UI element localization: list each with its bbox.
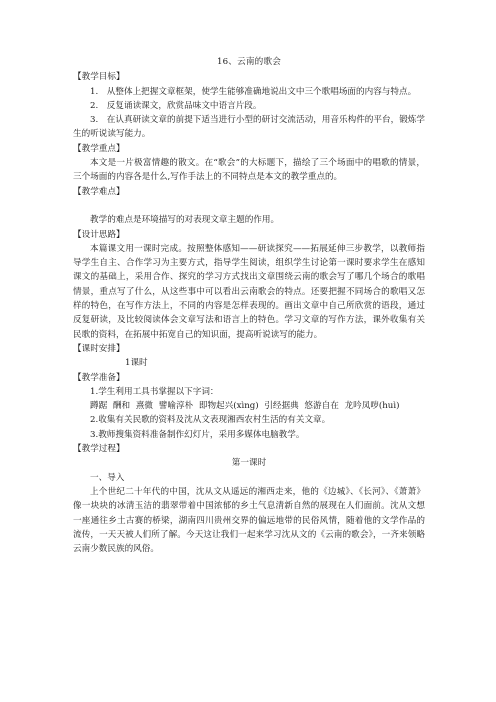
- prep-item-3: 3.教师搜集资料准备制作幻灯片，采用多媒体电脑教学。: [90, 429, 305, 440]
- prep-item-2: 2.收集有关民歌的资料及沈从文表现湘西农村生活的有关文章。: [90, 415, 331, 426]
- focus-text: 本文是一片极富情趣的散文。在“歌会”的大标题下，描绘了三个场面中的唱歌的情景，三个场面的内容各是什么,写作手法上的不同特点是本文的教学重点的。: [73, 158, 425, 183]
- prep-heading: 【教学准备】: [73, 372, 125, 383]
- difficulty-heading: 【教学难点】: [73, 186, 125, 197]
- blank-line: [73, 199, 425, 213]
- prep-word-list: 蹲踞 酬和 熹微 譬喻淳朴 即物起兴(xìng) 引经据典 悠游自在 龙吟凤哕(huì): [90, 401, 400, 412]
- prep-item-1: 1.学生利用工具书掌握以下字词：: [90, 386, 219, 397]
- goal-item-3: 3. 在认真研读文章的前提下适当进行小型的研讨交流活动，用音乐构件的平台，锻炼学生的听说读写能力。: [73, 115, 425, 140]
- difficulty-text: 教学的难点是环境描写的对表现文章主题的作用。: [90, 215, 280, 226]
- schedule-text: 1课时: [125, 358, 148, 369]
- design-text: 本篇课文用一课时完成。按照整体感知——研读探究——拓展延伸三步教学，以教师指导学生自主、合作学习为主要方式，指导学生阅读，组织学生讨论第一课时要求学生在感知课文的基础上，采用合作、探究的学习方式找出文章围绕云南的歌会写了哪几个场合的歌唱情景，重点写了什么，从这些事中可以看出云南歌会的特点。还要把握不同场合的歌唱又怎样的特色，在写作方法上，不同的内容是怎样表现的。画出文章中自己所欣赏的语段，通过反复研读，及比较阅读体会文章写法和语言上的特色。学习文章的写作方法，课外收集有关民歌的资料，在拓展中拓宽自己的知识面，提高听说读写的能力。: [73, 243, 425, 340]
- goal-item-2: 2. 反复诵读课文，欣赏品味文中语言片段。: [90, 100, 262, 111]
- document-page: [73, 55, 425, 556]
- goals-heading: 【教学目标】: [73, 72, 125, 83]
- design-heading: 【设计思路】: [73, 229, 125, 240]
- intro-text: 上个世纪二十年代的中国，沈从文从遥远的湘西走来，他的《边城》、《长河》、《萧萧》像一块块的冰清玉洁的翡翠带着中国浓郁的乡土气息清新自然的展现在人们面前。沈从文想一座通往乡土古赛的桥梁，湖南四川贵州交界的偏远地带的民俗风情，随着他的文学作品的流传，一天天被人们所了解。今天这让我们一起来学习沈从文的《云南的歌会》，一齐来领略云南少数民族的风俗。: [73, 486, 425, 555]
- lesson-label: 第一课时: [231, 458, 267, 469]
- focus-heading: 【教学重点】: [73, 143, 125, 154]
- document-title: 16、云南的歌会: [216, 57, 282, 67]
- schedule-heading: 【课时安排】: [73, 343, 125, 354]
- goal-item-1: 1. 从整体上把握文章框架，使学生能够准确地说出文中三个歌唱场面的内容与特点。: [90, 86, 417, 97]
- step-1-heading: 一、导入: [90, 472, 125, 483]
- process-heading: 【教学过程】: [73, 444, 125, 455]
